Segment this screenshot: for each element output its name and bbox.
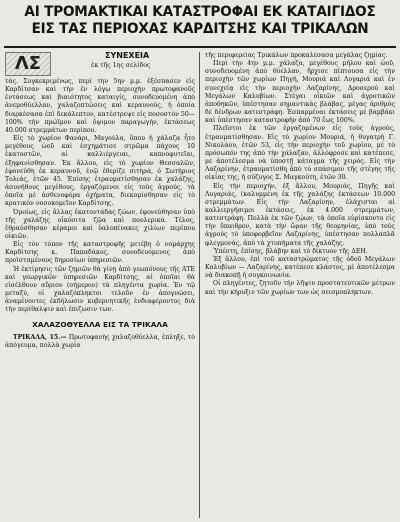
dateline: ΤΡΙΚΑΛΑ, 15.—	[13, 333, 67, 341]
right-paragraph-7: Οἱ πληγέντες, ζητοῦν τὴν λῆψιν προστατευτικῶν μέτρων καὶ τὴν κήρυξιν τῶν χωρίων των ὡς σεισμοπλήκτων.	[205, 280, 395, 296]
left-column	[5, 52, 195, 518]
right-paragraph-1: τῆς περιφερείας Τρικάλων προκαλέσασα μεγάλας ζημίας.	[205, 52, 388, 59]
headline	[18, 3, 383, 37]
right-column	[205, 52, 395, 520]
left-paragraph-1: τάς. Συγκεκριμένως, περί την 5ην μ.μ. ἐξέσπασεν εἰς Καρδίτσαν καὶ τὴν ἐν λόγῳ περιοχὴν πρωτοφανοῦς ἐντάσεως καὶ βιαιότητος καταιγίς, συνοδευομένη ἀπὸ ἀνεμοθύελλαν, χαλαζοπτώσεις καὶ κεραυνούς, ἡ ὁποία διαρκέσασα ἐπὶ δεκάλεπτον, κατέστρεψε εἰς ποσοστὸν 50—100% τὴν πρώϊμον καὶ ὄψιμον παραγωγήν, ἐκτάσεως 40.000 στρεμμάτων περίπου.	[5, 78, 195, 134]
left-paragraph-2: Εἰς τὸ χωρίον Φανάρι, Μαγούλα, ὅπου ἡ χάλαζα ἦτο μεγέθους ὠοῦ καὶ ἐσχημάτισε στρῶμα πάχους 10 ἑκατοστῶν, αἱ καλλιέργειαι, καπνοφυτεῖαι, ἐξηφανίσθησαν. Ἐκ ἄλλου, εἰς τὸ χωρίον Θεσσαλῶν, ἐφονεύθη ἐκ κεραυνοῦ, ἐνῷ ἐθερίζε σιτηρά, ὁ Σωτήριος Τολιάς, ἐτῶν 45. Ἐπίσης ἐτραυματίσθησαν ἐκ χαλάζης, ἀσυνήθους μεγέθους, ἐργαζόμενοι εἰς τοὺς ἀγρούς, τὰ ὁποῖα μὲ ἀσθενοφόρα ὀχήματα, διεκομίσθησαν εἰς τὸ κρατικὸν νοσοκομεῖον Καρδίτσης.	[5, 135, 195, 208]
newspaper-page	[0, 3, 400, 522]
right-paragraph-5: Ὑπέστη, ἐπίσης, βλάβην καὶ τὸ δίκτυον τῆς ΔΕΗ.	[213, 247, 368, 255]
right-paragraph-6: Ἐξ ἄλλου, ἐπὶ τοῦ καταστρώματος τῆς ὁδοῦ Μεγάλων Καλυβίων — Λαζαρίνης, κατέπεσε κλάστος, μὲ ἀποτέλεσμα νὰ διακοπῇ ἡ συγκοινωνία.	[205, 255, 395, 280]
right-paragraph-2: Περὶ τὴν 4ην μ.μ. χάλαζα, μεγέθους μήλου καὶ ὠοῦ, συνοδευομένη ἀπὸ θύελλαν, ἤρχισε πίπτουσα εἰς τὴν περιοχὴν τῶν χωρίων Πηγή, Μουριά καὶ Λυγαριά καὶ ἐν συνεχείᾳ εἰς τὴν περιοχὴν Λαζαρίνης, Δροσερού καὶ Μεγάλων Καλυβίων. Στέγαι οἰκιῶν καὶ ἀγροτικῶν ἀποθηκῶν, ὑπέστησαν σημαντικὰς βλάβας, μέγας ἀριθμὸς δὲ δένδρων κατεστράφη. Ἐσπαρμέναι ἐκτάσεις μὲ βαμβάκι καὶ ὑπέστησαν καταστροφὴν ἀπὸ 70 ἕως 100%.	[205, 60, 395, 125]
right-paragraph-3: Πλεῖστοι ἐκ τῶν ἐργαζομένων εἰς τοὺς ἀγρούς, ἐτραυματίσθησαν. Εἰς τὸ χωρίον Μουριά, ἡ θυγατρὴ Γ. Νικολάου, ἐτῶν 53, εἰς τὴν περιοχὴν τοῦ χωρίου, μὲ τὸ πρόσωπόν της ἀπὸ τὴν χάλαζαν, ἀλλόφροσε καὶ κατέπεσε, με ἀποτέλεσμα νὰ ὑποστῇ κάταγμα τῆς χειρός. Εἰς τὴν Λαζαρίνην, ἐτραυματίσθη ἀπὸ τὸ σπάσιμον τῆς στέγης τῆς οἰκίας της, ἡ σύζυγος Σ. Μαγκούτη, ἐτῶν 30.	[205, 125, 395, 182]
headline-line-2: ΕΙΣ ΤΑΣ ΠΕΡΙΟΧΑΣ ΚΑΡΔΙΤΣΗΣ ΚΑΙ ΤΡΙΚΑΛΩΝ	[31, 20, 369, 37]
drop-cap: ΛΣ	[5, 52, 51, 76]
continuation-reference: ἐκ τῆς 1ης σελίδος	[91, 62, 151, 69]
continuation-kicker	[5, 52, 195, 78]
left-paragraph-4: Εἰς τὸν τόπον τῆς καταστροφῆς μετέβη ὁ νομάρχης Καρδίτσης κ. Παπαδάκος, συνοδευόμενος ἀπὸ προϊσταμένους δημοσίων ὑπηρεσιῶν.	[5, 241, 195, 265]
headline-rule	[4, 46, 396, 48]
dateline-body: Πρωτοφανὴς χαλαζοθύελλα, ἐπληξε, τὸ ἀπόγευμα, πολλὰ χωρία	[5, 333, 195, 349]
headline-line-1: ΑΙ ΤΡΟΜΑΚΤΙΚΑΙ ΚΑΤΑΣΤΡΟΦΑΙ ΕΚ ΚΑΤΑΙΓΙΔΟΣ	[24, 3, 376, 20]
left-paragraph-3: Ὁμοίως, εἰς ἄλλας ἐκατοντάδας ζώων, ἐφονεύθησαν ὑπὸ τῆς χαλάζης οἰκόσιτα ζῷα καὶ πουλερικά. Τέλος, ἐθραύσθησαν κέραμοι καὶ ὑαλοπίνακες χιλίων περίπου οἰκιῶν.	[5, 208, 195, 240]
subheading-trikala: ΧΑΛΑΖΟΘΥΕΛΛΑ ΕΙΣ ΤΑ ΤΡΙΚΑΛΑ	[32, 319, 168, 329]
right-paragraph-4: Εἰς τὴν περιοχήν, ἐξ ἄλλου, Μουριάς, Πηγῆς καὶ Λυγαριάς, (καλυμμένη ἐκ τῆς χαλάζης ἐκτάσεων 10.000 στρεμμάτων. Εἰς τὴν Λαζαρίνην, ἐλάχισται αἱ καλλιεργήσιμοι ἐκτάσεις, ἐκ 4.000 στρεμμάτων, κατεστράφη. Πολλὰ ἐκ τῶν ζῴων, τὰ ὁποῖα εὑρίσκοντο εἰς τὴν ὕπαιθρον, κατὰ τὴν ὥραν τῆς θεομηνίας, ὑπὸ τοὺς ἀγρούς τὸ ὑποφορβεῖον Λαζαρίνης, ὑπέστησαν πολλαπλᾶ φλεγμονάς, ἀπὸ τὰ χτυπήματα τῆς χαλάζης.	[205, 182, 395, 247]
column-divider	[199, 52, 200, 518]
left-paragraph-6	[5, 334, 195, 350]
continuation-label: ΣΥΝΕΧΕΙΑ	[105, 52, 150, 60]
left-paragraph-5: Ἡ ἐκτίμησις τῶν ζημιῶν θὰ γίνῃ ἀπὸ γεωπόνους τῆς ΑΤΕ καὶ γεωργικῶν ὑπηρεσιῶν Καρδίτσης, αἱ ὁποῖαι θὰ εἰσέλθουν αὔριον (σήμερον) τὰ πληγέντα χωρία. Ἐν τῷ μεταξύ, οἱ χαλαζόπληκτοι τελοῦν ἐν ἀπογνώσει, ἀναμένοντες ἐκδήλωσιν κυβερνητικῆς ἐνδιαφέροντος διὰ τὴν περίθαλψιν καὶ ἐπιζωσιν των.	[5, 265, 195, 314]
